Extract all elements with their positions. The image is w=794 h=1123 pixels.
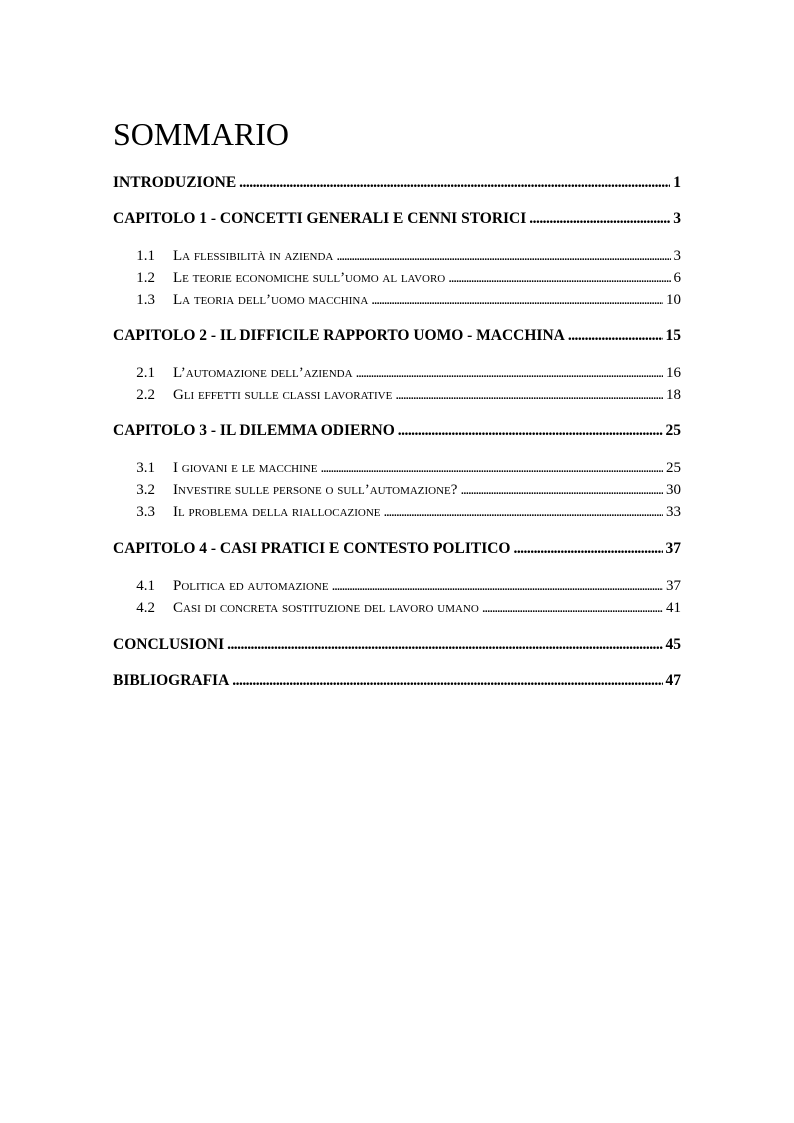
toc-entry-conclusioni[interactable] xyxy=(113,635,681,655)
dot-leader xyxy=(320,458,663,478)
toc-subentry-number: 1.3 xyxy=(136,292,155,308)
toc-subentry-number: 1.2 xyxy=(136,270,155,286)
toc-entry-bibliografia[interactable] xyxy=(113,671,681,691)
toc-subentry-page: 3 xyxy=(673,248,681,264)
dot-leader xyxy=(398,421,663,441)
dot-leader xyxy=(513,539,662,559)
toc-entry-capitolo-2[interactable] xyxy=(113,326,681,346)
toc-entry-label: CAPITOLO 2 - IL DIFFICILE RAPPORTO UOMO - MACCHINA xyxy=(113,327,565,344)
toc-subentry-label: L’automazione dell’azienda xyxy=(173,365,353,381)
toc-subentry-4-2[interactable] xyxy=(113,598,681,618)
toc-subentry-3-1[interactable] xyxy=(113,458,681,478)
toc-subentry-number: 4.2 xyxy=(136,600,155,616)
dot-leader xyxy=(568,326,663,346)
toc-subentry-label: La flessibilità in azienda xyxy=(173,248,334,264)
toc-entry-label: CAPITOLO 1 - CONCETTI GENERALI E CENNI STORICI xyxy=(113,210,527,227)
toc-subentry-2-1[interactable] xyxy=(113,363,681,383)
dot-leader xyxy=(232,671,662,691)
toc-subentry-label: I giovani e le macchine xyxy=(173,460,318,476)
toc-subentry-1-3[interactable] xyxy=(113,290,681,310)
toc-entry-label: CAPITOLO 4 - CASI PRATICI E CONTESTO POLITICO xyxy=(113,540,511,557)
toc-subentry-number: 4.1 xyxy=(136,578,155,594)
dot-leader xyxy=(332,576,663,596)
dot-leader xyxy=(448,268,670,288)
toc-subentry-page: 41 xyxy=(666,600,681,616)
toc-subentry-1-1[interactable] xyxy=(113,246,681,266)
dot-leader xyxy=(384,502,663,522)
toc-subentry-label: Politica ed automazione xyxy=(173,578,329,594)
toc-subentry-page: 30 xyxy=(666,482,681,498)
toc-subentry-page: 6 xyxy=(673,270,681,286)
toc-entry-page: 45 xyxy=(665,636,681,653)
toc-subentry-number: 1.1 xyxy=(136,248,155,264)
toc-entry-label: INTRODUZIONE xyxy=(113,174,237,191)
toc-subentry-number: 3.2 xyxy=(136,482,155,498)
toc-subentry-label: Investire sulle persone o sull’automazione? xyxy=(173,482,458,498)
toc-subentry-2-2[interactable] xyxy=(113,385,681,405)
toc-entry-capitolo-1[interactable] xyxy=(113,209,681,229)
toc-subentry-page: 10 xyxy=(666,292,681,308)
toc-subentry-label: La teoria dell’uomo macchina xyxy=(173,292,369,308)
toc-subentry-1-2[interactable] xyxy=(113,268,681,288)
toc-entry-label: CONCLUSIONI xyxy=(113,636,225,653)
dot-leader xyxy=(529,209,670,229)
dot-leader xyxy=(227,635,662,655)
toc-subentry-4-1[interactable] xyxy=(113,576,681,596)
dot-leader xyxy=(239,173,670,193)
toc-subentry-number: 2.2 xyxy=(136,387,155,403)
toc-subentry-page: 37 xyxy=(666,578,681,594)
toc-subentry-number: 2.1 xyxy=(136,365,155,381)
toc-entry-label: BIBLIOGRAFIA xyxy=(113,672,230,689)
toc-subentry-number: 3.3 xyxy=(136,504,155,520)
toc-entry-capitolo-4[interactable] xyxy=(113,539,681,559)
toc-entry-label: CAPITOLO 3 - IL DILEMMA ODIERNO xyxy=(113,422,395,439)
dot-leader xyxy=(395,385,663,405)
toc-subentry-number: 3.1 xyxy=(136,460,155,476)
dot-leader xyxy=(336,246,670,266)
toc-entry-page: 3 xyxy=(673,210,681,227)
toc-subentry-label: Le teorie economiche sull’uomo al lavoro xyxy=(173,270,446,286)
toc-subentry-3-2[interactable] xyxy=(113,480,681,500)
toc-entry-page: 47 xyxy=(665,672,681,689)
toc-entry-page: 15 xyxy=(665,327,681,344)
toc-entry-introduzione[interactable] xyxy=(113,173,681,193)
toc-subentry-label: Il problema della riallocazione xyxy=(173,504,381,520)
dot-leader xyxy=(356,363,663,383)
toc-entry-capitolo-3[interactable] xyxy=(113,421,681,441)
dot-leader xyxy=(371,290,663,310)
toc-entry-page: 1 xyxy=(673,174,681,191)
toc-subentry-3-3[interactable] xyxy=(113,502,681,522)
toc-subentry-page: 16 xyxy=(666,365,681,381)
toc-subentry-page: 18 xyxy=(666,387,681,403)
dot-leader xyxy=(460,480,663,500)
page-title: SOMMARIO xyxy=(113,116,290,152)
toc-entry-page: 25 xyxy=(665,422,681,439)
toc-subentry-page: 33 xyxy=(666,504,681,520)
dot-leader xyxy=(482,598,663,618)
toc-subentry-page: 25 xyxy=(666,460,681,476)
toc-entry-page: 37 xyxy=(665,540,681,557)
toc-subentry-label: Gli effetti sulle classi lavorative xyxy=(173,387,393,403)
toc-subentry-label: Casi di concreta sostituzione del lavoro umano xyxy=(173,600,479,616)
